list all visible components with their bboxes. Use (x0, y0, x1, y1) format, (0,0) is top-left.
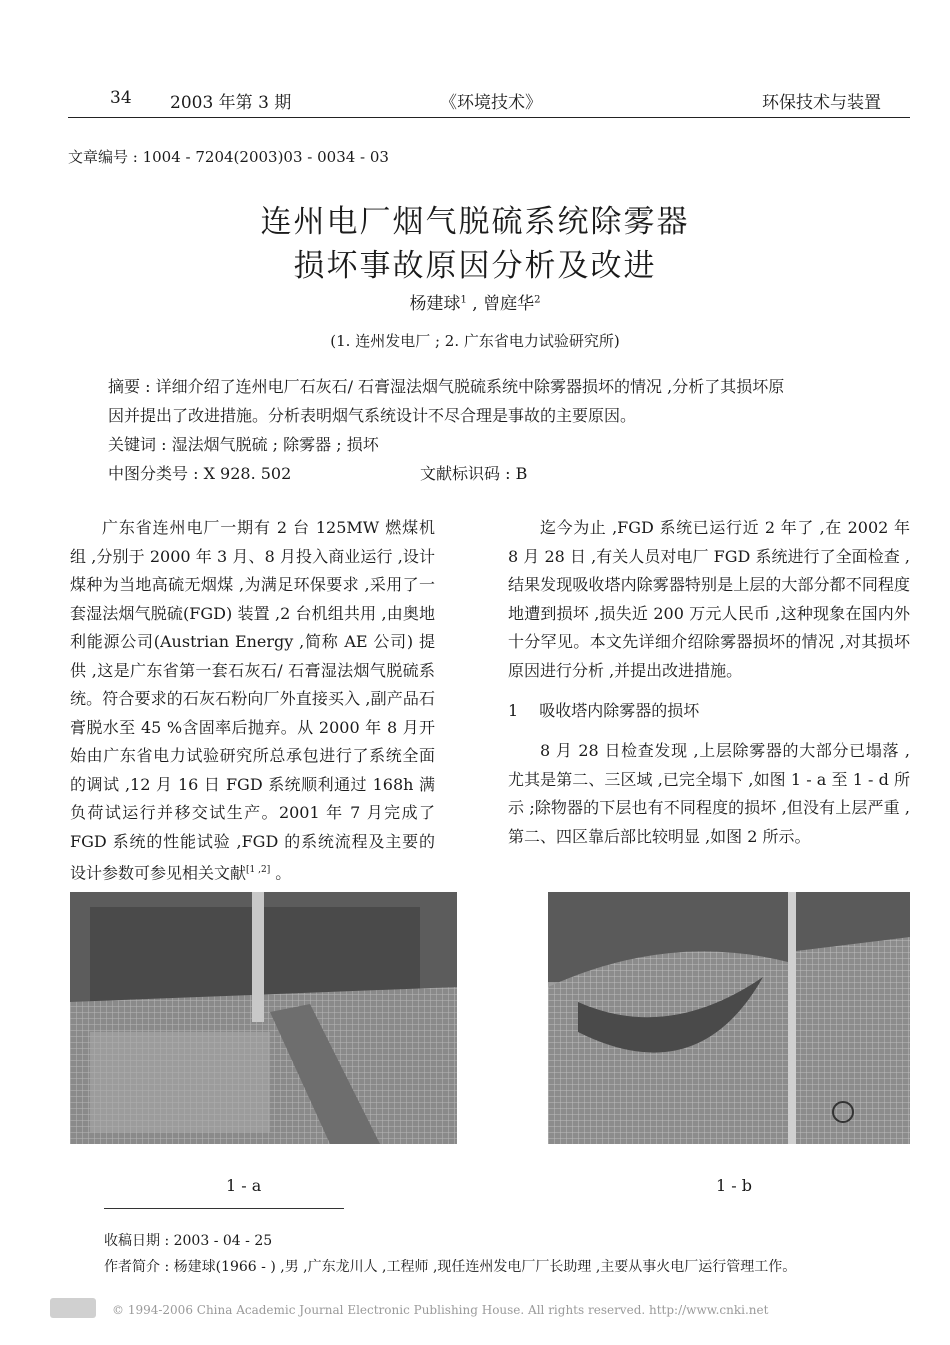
left-paragraph-text: 广东省连州电厂一期有 2 台 125MW 燃煤机组 ,分别于 2000 年 3 月、8 月投入商业运行 ,设计煤种为当地高硫无烟煤 ,为满足环保要求 ,采用了一套湿法烟气脱硫(FGD) 装置 ,2 台机组共用 ,由奥地利能源公司(Austrian Energy ,简称 AE 公司) 提供 ,这是广东省第一套石灰石/ 石膏湿法烟气脱硫系统。符合要求的石灰石粉向厂外直接买入 ,副产品石膏脱水至 45 %含固率后抛弃。从 2000 年 8 月开始由广东省电力试验研究所总承包进行了系统全面的调试 ,12 月 16 日 FGD 系统顺利通过 168h 满负荷试运行并移交试生产。2001 年 7 月完成了 FGD 系统的性能试验 ,FGD 的系统流程及主要的设计参数可参见相关文献 (70, 518, 435, 883)
figure-1a-photo (70, 892, 457, 1144)
author-separator: , (466, 294, 484, 314)
abstract-line-2: 因并提出了改进措施。分析表明烟气系统设计不尽合理是事故的主要原因。 (108, 406, 637, 425)
left-paragraph-end: 。 (270, 863, 292, 883)
figure-1b-image (548, 892, 910, 1144)
authors (0, 289, 950, 314)
footnote-rule (104, 1208, 344, 1209)
figure-1b-caption: 1 - b (716, 1176, 752, 1195)
page-number: 34 (110, 88, 132, 108)
keywords: 关键词 : 湿法烟气脱硫 ; 除雾器 ; 损坏 (108, 435, 379, 454)
copyright-footer: © 1994-2006 China Academic Journal Electronic Publishing House. All rights reserved. http://www.cnki.net (112, 1303, 769, 1317)
author-1-sup: 1 (460, 294, 467, 306)
title-line-1: 连州电厂烟气脱硫系统除雾器 (260, 204, 690, 240)
author-1: 杨建球 (409, 294, 461, 314)
author-2: 曾庭华 (483, 294, 535, 314)
title-line-2: 损坏事故原因分析及改进 (293, 248, 657, 284)
section-heading: 1 吸收塔内除雾器的损坏 (508, 701, 700, 720)
figure-1b-photo (548, 892, 910, 1144)
author-bio: 作者简介 : 杨建球(1966 - ) ,男 ,广东龙川人 ,工程师 ,现任连州发电厂厂长助理 ,主要从事火电厂运行管理工作。 (104, 1259, 797, 1275)
right-paragraph-1: 迄今为止 ,FGD 系统已运行近 2 年了 ,在 2002 年 8 月 28 日 ,有关人员对电厂 FGD 系统进行了全面检查 ,结果发现吸收塔内除雾器特别是上层的大部分都不同程度地遭到损坏 ,损失近 200 万元人民币 ,这种现象在国内外十分罕见。本文先详细介绍除雾器损坏的情况 ,对其损坏原因进行分析 ,并提出改进措施。 (508, 518, 910, 680)
cnki-logo-icon (50, 1298, 96, 1318)
right-paragraph-2: 8 月 28 日检查发现 ,上层除雾器的大部分已塌落 ,尤其是第二、三区域 ,已完全塌下 ,如图 1 - a 至 1 - d 所示 ;除物器的下层也有不同程度的损坏 ,但没有上层严重 ,第二、四区靠后部比较明显 ,如图 2 所示。 (508, 741, 910, 846)
header-rule (68, 117, 910, 118)
issue-label: 2003 年第 3 期 (170, 93, 292, 113)
citation-ref: [1 ,2] (246, 865, 271, 875)
left-column (70, 514, 435, 888)
clc-number: 中图分类号 : X 928. 502 (108, 464, 292, 483)
section-name: 环保技术与装置 (762, 93, 881, 113)
right-column (508, 514, 910, 851)
abstract-line-1: 摘要 : 详细介绍了连州电厂石灰石/ 石膏湿法烟气脱硫系统中除雾器损坏的情况 ,分析了其损坏原 (108, 377, 785, 396)
figure-1a-caption: 1 - a (226, 1176, 262, 1195)
journal-name: 《环境技术》 (440, 93, 542, 113)
left-paragraph (70, 514, 435, 888)
document-code: 文献标识码 : B (420, 464, 528, 483)
article-number: 文章编号 : 1004 - 7204(2003)03 - 0034 - 03 (68, 148, 389, 166)
affiliation: (1. 连州发电厂 ; 2. 广东省电力试验研究所) (330, 332, 620, 350)
figure-1a-image (70, 892, 457, 1144)
author-2-sup: 2 (534, 294, 541, 306)
received-date: 收稿日期 : 2003 - 04 - 25 (104, 1233, 273, 1249)
